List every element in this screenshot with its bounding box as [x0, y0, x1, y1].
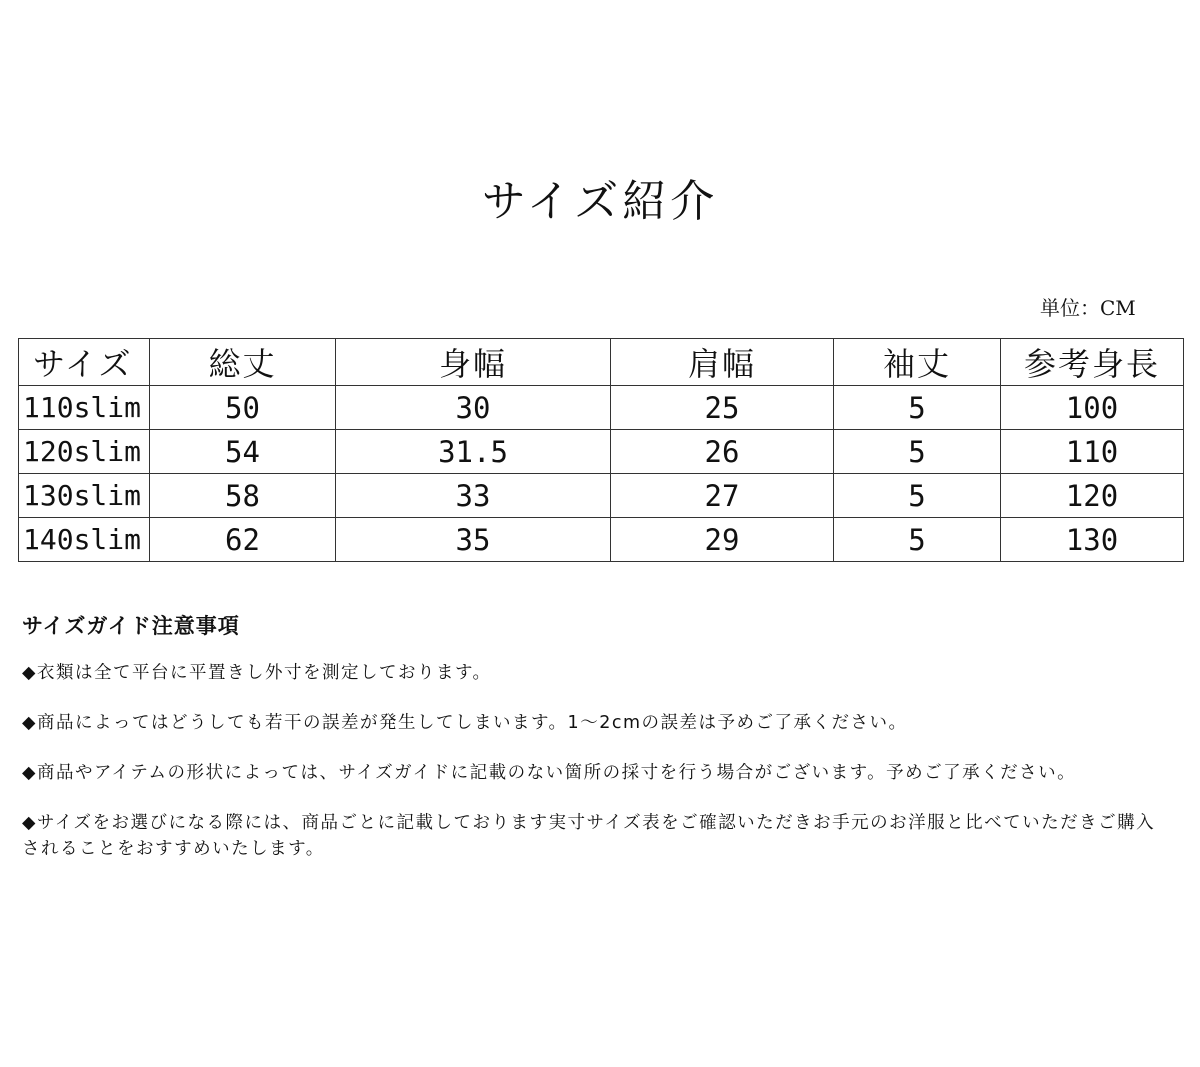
column-header-size: サイズ	[19, 339, 150, 386]
column-header-width: 身幅	[336, 339, 611, 386]
notes-heading: サイズガイド注意事項	[22, 614, 240, 638]
shoulder-cell: 29	[611, 518, 834, 562]
column-header-length: 総丈	[150, 339, 336, 386]
page-title: サイズ紹介	[481, 176, 719, 227]
width-cell: 35	[336, 518, 611, 562]
height-cell: 130	[1001, 518, 1184, 562]
height-cell: 120	[1001, 474, 1184, 518]
width-cell: 33	[336, 474, 611, 518]
table-row	[19, 386, 1184, 430]
size-table	[18, 338, 1184, 562]
shoulder-cell: 27	[611, 474, 834, 518]
shoulder-cell: 25	[611, 386, 834, 430]
table-row	[19, 430, 1184, 474]
note-item: ◆衣類は全て平台に平置きし外寸を測定しております。	[22, 663, 492, 683]
size-cell: 130slim	[19, 474, 150, 518]
height-cell: 110	[1001, 430, 1184, 474]
table-row	[19, 518, 1184, 562]
size-cell: 110slim	[19, 386, 150, 430]
shoulder-cell: 26	[611, 430, 834, 474]
length-cell: 50	[150, 386, 336, 430]
column-header-shoulder: 肩幅	[611, 339, 834, 386]
sleeve-cell: 5	[834, 474, 1001, 518]
unit-label: 単位：CM	[1040, 296, 1136, 320]
note-item: ◆商品やアイテムの形状によっては、サイズガイドに記載のない箇所の採寸を行う場合がございます。予めご了承ください。	[22, 763, 1077, 783]
note-item: ◆商品によってはどうしても若干の誤差が発生してしまいます。1〜2cmの誤差は予めご了承ください。	[22, 713, 908, 733]
table-row	[19, 474, 1184, 518]
width-cell: 30	[336, 386, 611, 430]
length-cell: 62	[150, 518, 336, 562]
size-guide-notes	[22, 610, 1172, 886]
table-header-row	[19, 339, 1184, 386]
width-cell: 31.5	[336, 430, 611, 474]
length-cell: 58	[150, 474, 336, 518]
column-header-height: 参考身長	[1001, 339, 1184, 386]
note-item: ◆サイズをお選びになる際には、商品ごとに記載しております実寸サイズ表をご確認いただきお手元のお洋服と比べていただきご購入されることをおすすめいたします。	[22, 813, 1156, 859]
sleeve-cell: 5	[834, 518, 1001, 562]
size-cell: 140slim	[19, 518, 150, 562]
column-header-sleeve: 袖丈	[834, 339, 1001, 386]
sleeve-cell: 5	[834, 386, 1001, 430]
length-cell: 54	[150, 430, 336, 474]
sleeve-cell: 5	[834, 430, 1001, 474]
size-cell: 120slim	[19, 430, 150, 474]
height-cell: 100	[1001, 386, 1184, 430]
